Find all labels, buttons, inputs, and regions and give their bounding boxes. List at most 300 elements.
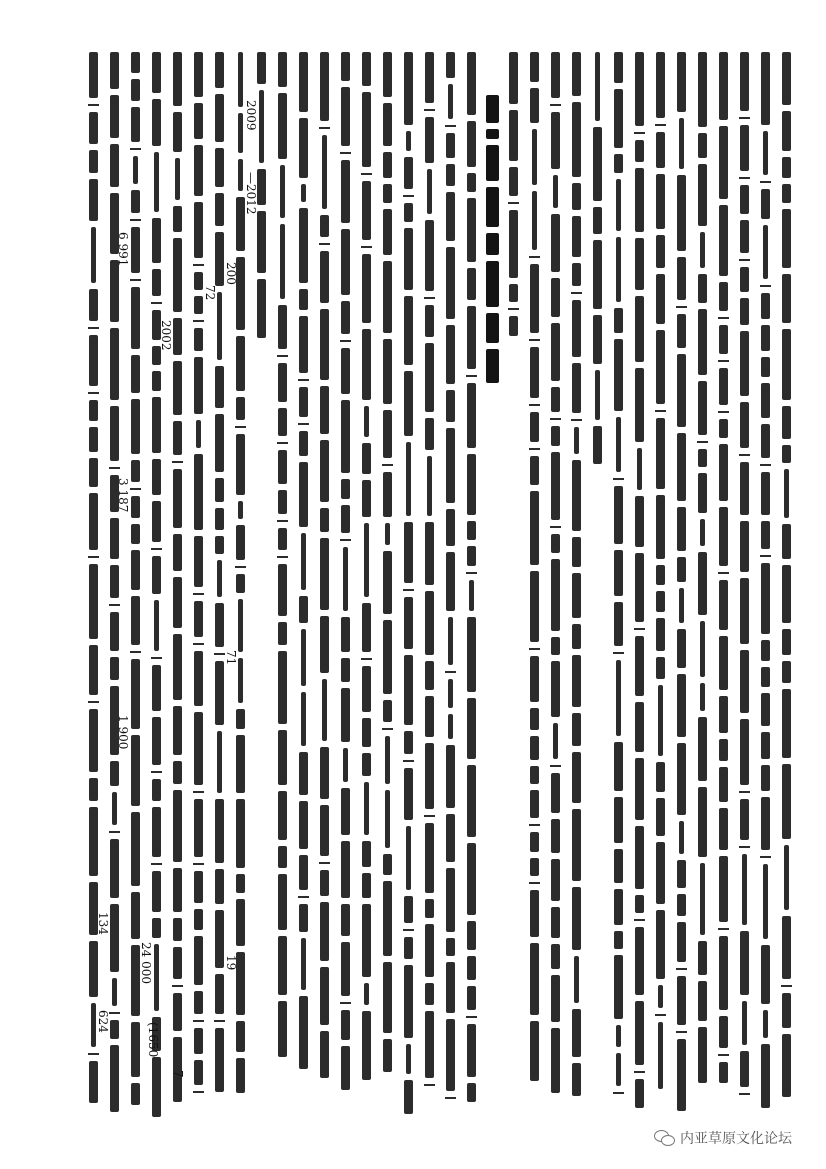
script-word — [215, 94, 224, 142]
script-word — [614, 550, 623, 596]
punctuation-mark — [718, 360, 729, 362]
script-word — [574, 427, 579, 454]
script-word — [446, 428, 455, 503]
script-word — [677, 743, 686, 815]
script-word — [320, 386, 329, 434]
number-200: 200 — [224, 262, 238, 285]
script-word — [154, 152, 159, 212]
script-word — [635, 52, 644, 126]
script-word — [700, 519, 705, 546]
section-heading — [485, 95, 499, 389]
punctuation-mark — [193, 643, 204, 645]
script-word — [572, 1009, 581, 1057]
script-word — [656, 132, 665, 168]
script-word — [404, 522, 413, 583]
script-word — [341, 301, 350, 334]
punctuation-mark — [424, 1084, 435, 1086]
script-word — [467, 843, 476, 915]
script-word — [341, 942, 350, 996]
script-word — [509, 316, 518, 336]
script-word — [614, 339, 623, 411]
script-word — [719, 126, 728, 199]
text-column — [739, 52, 750, 1101]
script-word — [698, 1027, 707, 1083]
script-word — [677, 1039, 686, 1111]
heading-word — [486, 349, 499, 383]
script-word — [593, 127, 602, 201]
script-word — [616, 417, 621, 472]
text-column — [718, 52, 729, 1089]
script-word — [782, 274, 791, 323]
punctuation-mark — [655, 410, 666, 412]
script-word — [152, 52, 161, 93]
script-word — [551, 1028, 560, 1093]
script-word — [236, 434, 245, 495]
script-word — [448, 714, 453, 739]
script-word — [194, 712, 203, 785]
punctuation-mark — [214, 1020, 225, 1022]
script-word — [383, 261, 392, 333]
script-word — [700, 863, 705, 935]
script-word — [679, 118, 684, 169]
script-word — [719, 1016, 728, 1048]
script-word — [215, 232, 224, 286]
punctuation-mark — [151, 657, 162, 659]
script-word — [530, 766, 539, 784]
script-word — [131, 596, 140, 645]
script-word — [530, 943, 539, 1015]
script-word — [700, 621, 705, 677]
script-word — [406, 131, 411, 151]
script-word — [448, 617, 453, 665]
punctuation-mark — [88, 327, 99, 329]
script-word — [530, 456, 539, 485]
script-word — [173, 634, 182, 700]
script-word — [740, 650, 749, 713]
punctuation-mark — [445, 125, 456, 127]
script-word — [383, 620, 392, 694]
punctuation-mark — [613, 1092, 624, 1094]
script-word — [551, 859, 560, 901]
script-word — [236, 874, 245, 893]
script-word — [194, 1060, 203, 1085]
punctuation-mark — [340, 152, 351, 154]
script-word — [635, 895, 644, 913]
script-word — [446, 390, 455, 422]
script-word — [698, 309, 707, 375]
punctuation-mark — [760, 555, 771, 557]
number-2012: —2012 — [244, 172, 258, 215]
watermark — [648, 1125, 798, 1151]
script-word — [194, 991, 203, 1014]
script-word — [131, 659, 140, 729]
script-word — [110, 839, 119, 898]
script-word — [278, 490, 287, 514]
script-word — [89, 179, 98, 221]
text-column — [550, 52, 561, 1099]
script-word — [362, 52, 371, 86]
script-word — [740, 578, 749, 644]
script-word — [110, 1020, 119, 1039]
punctuation-mark — [529, 256, 540, 258]
script-word — [404, 371, 413, 436]
punctuation-mark — [466, 1016, 477, 1018]
punctuation-mark — [718, 1054, 729, 1056]
script-word — [278, 1001, 287, 1057]
script-word — [532, 129, 537, 185]
script-word — [467, 546, 476, 566]
script-word — [656, 618, 665, 651]
script-word — [446, 814, 455, 862]
script-word — [215, 52, 224, 88]
punctuation-mark — [718, 411, 729, 413]
script-word — [656, 174, 665, 229]
punctuation-mark — [529, 882, 540, 884]
script-word — [196, 420, 201, 448]
punctuation-mark — [88, 701, 99, 703]
script-word — [761, 424, 770, 458]
script-word — [173, 206, 182, 232]
script-word — [740, 521, 749, 572]
script-word — [509, 167, 518, 196]
script-word — [322, 135, 327, 209]
script-word — [635, 927, 644, 995]
script-word — [530, 88, 539, 123]
script-word — [89, 941, 98, 997]
script-word — [278, 791, 287, 840]
script-word — [446, 938, 455, 956]
punctuation-mark — [739, 791, 750, 793]
punctuation-mark — [403, 929, 414, 931]
script-word — [341, 505, 350, 533]
script-word — [173, 918, 182, 941]
script-word — [677, 507, 686, 551]
punctuation-mark — [676, 968, 687, 970]
script-word — [383, 1039, 392, 1072]
script-word — [173, 706, 182, 755]
script-word — [301, 629, 306, 686]
script-word — [217, 731, 222, 793]
script-word — [761, 945, 770, 1004]
script-word — [362, 841, 371, 867]
punctuation-mark — [634, 132, 645, 134]
script-word — [467, 986, 476, 1010]
script-word — [679, 588, 684, 623]
script-word — [509, 210, 518, 278]
script-word — [215, 869, 224, 904]
script-word — [656, 910, 665, 979]
punctuation-mark — [361, 658, 372, 660]
script-word — [782, 52, 791, 105]
script-word — [278, 52, 287, 87]
script-word — [404, 296, 413, 365]
script-word — [761, 1044, 770, 1108]
script-word — [446, 192, 455, 241]
script-word — [446, 325, 455, 384]
script-word — [173, 868, 182, 912]
script-word — [551, 773, 560, 813]
number-6991: 6 991 — [116, 232, 130, 267]
punctuation-mark — [235, 566, 246, 568]
script-word — [698, 473, 707, 513]
text-column — [424, 52, 435, 1092]
script-word — [131, 550, 140, 590]
punctuation-mark — [634, 919, 645, 921]
script-word — [341, 229, 350, 295]
text-column — [634, 52, 645, 1114]
script-word — [173, 577, 182, 628]
script-word — [194, 296, 203, 314]
script-word — [385, 790, 390, 848]
script-word — [364, 983, 369, 1005]
script-word — [719, 205, 728, 276]
script-word — [89, 52, 98, 98]
script-word — [698, 274, 707, 303]
punctuation-mark — [193, 320, 204, 322]
script-word — [152, 218, 161, 263]
script-word — [572, 537, 581, 567]
script-word — [194, 145, 203, 196]
script-word — [194, 651, 203, 706]
script-word — [467, 268, 476, 300]
script-word — [362, 254, 371, 323]
script-word — [362, 873, 371, 898]
text-column — [319, 52, 330, 1084]
script-word — [404, 768, 413, 820]
script-word — [320, 215, 329, 237]
script-word — [404, 597, 413, 649]
script-word — [341, 1046, 350, 1090]
script-word — [404, 203, 413, 222]
script-word — [614, 154, 623, 173]
script-word — [553, 723, 558, 759]
script-word — [572, 263, 581, 286]
script-word — [614, 889, 623, 925]
script-word — [469, 580, 474, 611]
script-word — [173, 993, 182, 1031]
script-word — [740, 1051, 749, 1087]
text-column — [340, 52, 351, 1096]
script-word — [572, 655, 581, 707]
script-word — [761, 563, 770, 634]
script-word — [719, 444, 728, 501]
punctuation-mark — [130, 148, 141, 150]
punctuation-mark — [130, 488, 141, 490]
script-word — [362, 480, 371, 517]
script-word — [131, 52, 140, 73]
text-column — [403, 52, 414, 1120]
script-word — [406, 1044, 411, 1074]
script-word — [215, 661, 224, 725]
script-word — [740, 402, 749, 448]
text-column — [781, 52, 792, 1103]
punctuation-mark — [130, 651, 141, 653]
script-word — [572, 1063, 581, 1096]
script-word — [425, 899, 434, 918]
punctuation-mark — [340, 340, 351, 342]
script-word — [343, 547, 348, 611]
script-word — [425, 305, 434, 337]
script-word — [383, 152, 392, 178]
script-word — [551, 907, 560, 938]
script-word — [467, 173, 476, 192]
script-word — [194, 202, 203, 258]
script-word — [175, 158, 180, 200]
script-word — [320, 805, 329, 856]
number-624: 624 — [96, 1010, 110, 1033]
script-word — [572, 752, 581, 803]
punctuation-mark — [550, 104, 561, 106]
script-word — [740, 125, 749, 171]
script-word — [89, 400, 98, 421]
script-word — [278, 93, 287, 159]
script-word — [364, 782, 369, 835]
script-word — [152, 99, 161, 146]
script-word — [257, 211, 266, 273]
script-word — [89, 709, 98, 772]
script-word — [364, 523, 369, 597]
punctuation-mark — [739, 846, 750, 848]
punctuation-mark — [298, 423, 309, 425]
script-word — [658, 985, 663, 1008]
heading-word — [486, 233, 499, 255]
script-word — [173, 421, 182, 455]
script-word — [467, 521, 476, 540]
script-word — [761, 189, 770, 219]
script-word — [740, 931, 749, 995]
script-word — [677, 52, 686, 112]
script-word — [761, 640, 770, 661]
punctuation-mark — [739, 117, 750, 119]
script-word — [593, 240, 602, 309]
punctuation-mark — [655, 1014, 666, 1016]
wechat-icon — [654, 1130, 674, 1146]
number-71: 71 — [224, 650, 238, 666]
script-word — [320, 508, 329, 532]
script-word — [215, 148, 224, 187]
script-word — [110, 657, 119, 680]
script-word — [761, 667, 770, 687]
script-word — [719, 325, 728, 354]
heading-word — [486, 145, 499, 181]
script-word — [677, 557, 686, 582]
script-word — [217, 292, 222, 360]
script-word — [278, 564, 287, 616]
script-word — [698, 717, 707, 781]
script-word — [467, 698, 476, 759]
script-word — [110, 52, 119, 89]
script-word — [301, 533, 306, 590]
script-word — [131, 892, 140, 939]
script-word — [467, 383, 476, 448]
script-word — [89, 1061, 98, 1103]
script-word — [341, 52, 350, 81]
punctuation-mark — [718, 317, 729, 319]
script-word — [719, 936, 728, 1010]
script-word — [322, 679, 327, 741]
script-word — [616, 1053, 621, 1086]
punctuation-mark — [88, 1053, 99, 1055]
script-word — [614, 486, 623, 544]
script-word — [320, 967, 329, 1025]
script-word — [740, 462, 749, 515]
punctuation-mark — [361, 173, 372, 175]
script-word — [110, 95, 119, 138]
punctuation-mark — [466, 375, 477, 377]
script-word — [656, 235, 665, 268]
script-word — [635, 702, 644, 752]
script-word — [215, 193, 224, 226]
script-word — [700, 683, 705, 711]
script-word — [194, 871, 203, 903]
script-word — [656, 495, 665, 559]
script-word — [761, 765, 770, 791]
script-word — [467, 198, 476, 262]
script-word — [89, 427, 98, 452]
punctuation-mark — [88, 104, 99, 106]
script-word — [530, 736, 539, 760]
script-word — [719, 696, 728, 733]
script-word — [761, 693, 770, 726]
script-word — [320, 870, 329, 896]
script-word — [782, 406, 791, 439]
script-word — [91, 227, 96, 283]
number-19: 19 — [224, 955, 238, 971]
script-word — [740, 331, 749, 396]
script-word — [301, 692, 306, 746]
script-word — [719, 636, 728, 690]
punctuation-mark — [445, 671, 456, 673]
punctuation-mark — [193, 791, 204, 793]
script-word — [742, 854, 747, 925]
script-word — [236, 735, 245, 793]
punctuation-mark — [109, 604, 120, 606]
script-word — [385, 523, 390, 545]
script-word — [404, 937, 413, 959]
punctuation-mark — [571, 292, 582, 294]
script-word — [656, 274, 665, 324]
script-word — [362, 1011, 371, 1080]
script-word — [236, 574, 245, 593]
script-word — [656, 565, 665, 585]
script-word — [383, 410, 392, 458]
script-word — [551, 944, 560, 969]
script-word — [761, 293, 770, 319]
script-word — [761, 357, 770, 377]
script-word — [677, 314, 686, 348]
punctuation-mark — [466, 572, 477, 574]
script-word — [362, 443, 371, 474]
script-word — [551, 112, 560, 169]
script-word — [637, 448, 642, 490]
script-word — [301, 938, 306, 990]
punctuation-mark — [424, 109, 435, 111]
script-word — [238, 501, 243, 519]
punctuation-mark — [172, 461, 183, 463]
script-word — [656, 330, 665, 404]
script-word — [616, 179, 621, 231]
punctuation-mark — [193, 593, 204, 595]
script-word — [553, 175, 558, 208]
punctuation-mark — [613, 652, 624, 654]
script-word — [677, 629, 686, 668]
script-word — [404, 157, 413, 189]
script-word — [425, 591, 434, 655]
script-word — [236, 1058, 245, 1093]
script-word — [425, 743, 434, 809]
script-word — [616, 660, 621, 736]
script-word — [677, 354, 686, 427]
